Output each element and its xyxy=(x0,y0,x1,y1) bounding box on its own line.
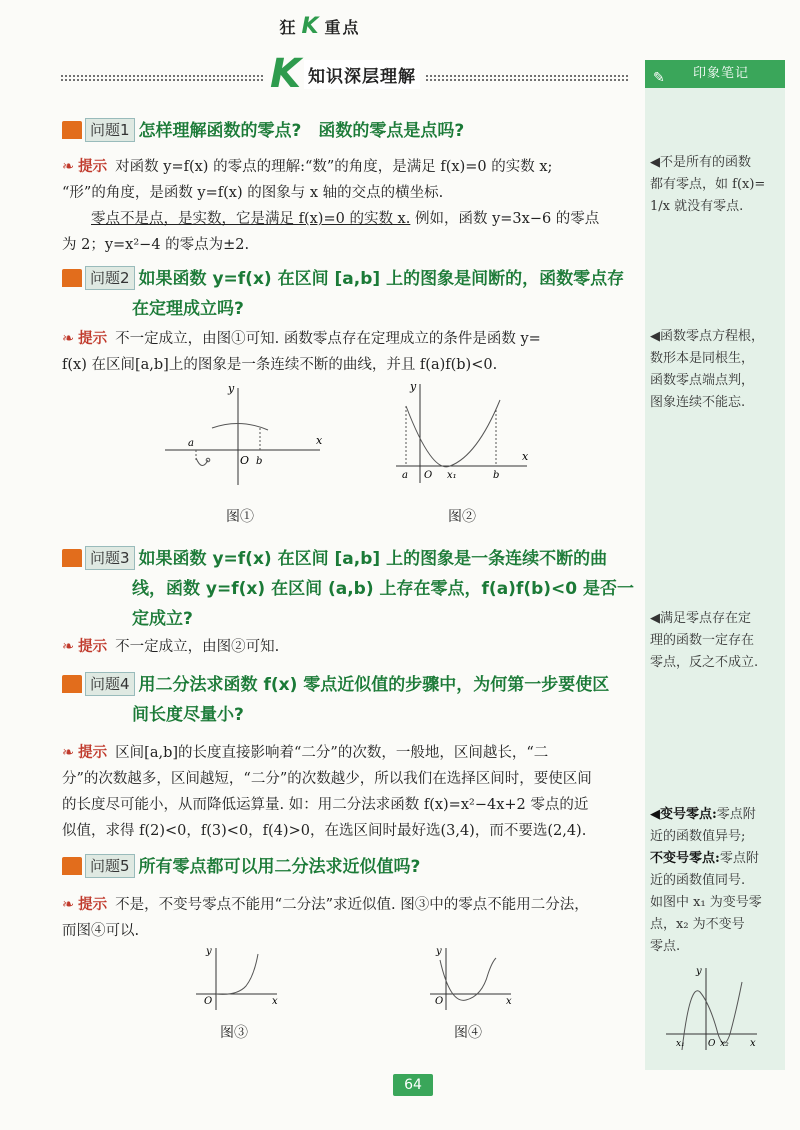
axis-x-label: x xyxy=(272,996,278,1007)
answer-text: 似值，求得 f(2)<0，f(3)<0，f(4)>0，在选区间时最好选(3,4)，而不要选(2,4). xyxy=(62,823,587,839)
header-k-logo: K xyxy=(301,14,321,39)
question-tag: 问题2 xyxy=(85,266,135,290)
axis-x-label: x xyxy=(750,1038,756,1049)
tip-label: ❧ 提示 xyxy=(62,331,108,347)
origin-label: O xyxy=(424,470,433,481)
tip-label: ❧ 提示 xyxy=(62,745,108,761)
notebook-icon: ✎ xyxy=(653,70,665,86)
section-title: 知识深层理解 xyxy=(304,60,420,89)
question-tag: 问题1 xyxy=(85,118,135,142)
answer-5 xyxy=(62,892,637,944)
figure-3 xyxy=(192,944,282,1014)
header-title-right: 重点 xyxy=(324,18,361,37)
answer-text: 的长度尽可能小，从而降低运算量. 如：用二分法求函数 f(x)=x²−4x+2 零点的近 xyxy=(62,797,589,813)
figure-1-caption: 图① xyxy=(226,509,254,525)
book-icon xyxy=(62,121,82,139)
point-b-label: b xyxy=(256,456,263,467)
question-title-cont: 在定理成立吗? xyxy=(132,299,244,319)
sidebar-header xyxy=(645,60,785,88)
axis-x-label: x xyxy=(522,450,529,463)
figure-2-caption: 图② xyxy=(448,509,476,525)
answer-text: 不一定成立，由图①可知. 函数零点存在定理成立的条件是函数 y= xyxy=(115,331,541,347)
question-tag: 问题4 xyxy=(85,672,135,696)
answer-1 xyxy=(62,154,637,258)
question-3-heading xyxy=(62,544,637,634)
point-x2-label: x₂ xyxy=(720,1039,729,1049)
answer-2 xyxy=(62,326,637,378)
section-banner xyxy=(60,51,630,97)
question-tag: 问题3 xyxy=(85,546,135,570)
figure-1 xyxy=(160,380,330,490)
answer-underlined: 零点不是点，是实数，它是满足 f(x)=0 的实数 x. xyxy=(91,211,411,227)
leaf-icon: ❧ xyxy=(62,331,75,347)
answer-text: 不一定成立，由图②可知. xyxy=(115,639,280,655)
dotted-rule-left xyxy=(60,74,265,82)
book-icon xyxy=(62,857,82,875)
leaf-icon: ❧ xyxy=(62,897,75,913)
question-tag: 问题5 xyxy=(85,854,135,878)
axis-y-label: y xyxy=(206,946,212,957)
answer-text: 区间[a,b]的长度直接影响着“二分”的次数，一般地，区间越长，“二 xyxy=(115,745,549,761)
axis-y-label: y xyxy=(410,380,417,393)
sidebar-title: 印象笔记 xyxy=(693,66,750,81)
leaf-icon: ❧ xyxy=(62,639,75,655)
answer-text: 对函数 y=f(x) 的零点的理解:“数”的角度，是满足 f(x)=0 的实数 x; xyxy=(115,159,553,175)
origin-label: O xyxy=(204,996,213,1007)
tip-label: ❧ 提示 xyxy=(62,639,108,655)
question-title-cont: 定成立? xyxy=(132,609,193,629)
question-5-heading xyxy=(62,852,637,882)
leaf-icon: ❧ xyxy=(62,745,75,761)
book-icon xyxy=(62,675,82,693)
answer-text: 例如，函数 y=3x−6 的零点 xyxy=(410,211,600,227)
leaf-icon: ❧ xyxy=(62,159,75,175)
point-a-label: a xyxy=(188,438,194,449)
answer-3 xyxy=(62,634,637,660)
axis-x-label: x xyxy=(316,434,323,447)
axis-y-label: y xyxy=(228,382,235,395)
sidebar-figure xyxy=(662,962,762,1052)
page-number: 64 xyxy=(393,1074,433,1096)
point-a-label: a xyxy=(402,470,408,481)
question-title: 所有零点都可以用二分法求近似值吗? xyxy=(138,857,421,877)
side-note-3: ◀满足零点存在定 理的函数一定存在 零点，反之不成立. xyxy=(650,611,759,670)
origin-label: O xyxy=(435,996,444,1007)
question-1-heading xyxy=(62,116,637,146)
answer-4 xyxy=(62,740,637,844)
tip-label: ❧ 提示 xyxy=(62,159,108,175)
question-title: 怎样理解函数的零点? 函数的零点是点吗? xyxy=(138,121,465,141)
question-title-cont: 线，函数 y=f(x) 在区间 (a,b) 上存在零点，f(a)f(b)<0 是否一 xyxy=(132,579,635,599)
tip-label: ❧ 提示 xyxy=(62,897,108,913)
point-x1-label: x₁ xyxy=(676,1039,685,1049)
book-icon xyxy=(62,549,82,567)
question-title: 如果函数 y=f(x) 在区间 [a,b] 上的图象是一条连续不断的曲 xyxy=(138,549,608,569)
header-title xyxy=(0,14,640,39)
question-title-cont: 间长度尽量小? xyxy=(132,705,244,725)
origin-label: O xyxy=(240,454,250,467)
axis-x-label: x xyxy=(506,996,512,1007)
answer-text: “形”的角度，是函数 y=f(x) 的图象与 x 轴的交点的横坐标. xyxy=(62,185,444,201)
side-note-4: ◀变号零点:零点附 近的函数值异号; 不变号零点:零点附 近的函数值同号. 如图中 x₁ 为变号零 点，x₂ 为不变号 零点. xyxy=(650,807,762,954)
dotted-rule-right xyxy=(425,74,630,82)
answer-text: 不是，不变号零点不能用“二分法”求近似值. 图③中的零点不能用二分法， xyxy=(115,897,589,913)
figure-4-caption: 图④ xyxy=(454,1025,482,1041)
axis-y-label: y xyxy=(696,966,702,977)
point-x1-label: x₁ xyxy=(447,470,457,481)
answer-text: f(x) 在区间[a,b]上的图象是一条连续不断的曲线，并且 f(a)f(b)<0. xyxy=(62,357,498,373)
answer-text: 分”的次数越多，区间越短，“二分”的次数越少，所以我们在选择区间时，要使区间 xyxy=(62,771,592,787)
question-2-heading xyxy=(62,264,637,324)
side-note-2: ◀函数零点方程根， 数形本是同根生， 函数零点端点判， 图象连续不能忘. xyxy=(650,329,764,410)
section-badge xyxy=(260,51,430,97)
question-4-heading xyxy=(62,670,637,730)
question-title: 用二分法求函数 f(x) 零点近似值的步骤中，为何第一步要使区 xyxy=(138,675,610,695)
header-title-left: 狂 xyxy=(279,18,298,37)
axis-y-label: y xyxy=(436,946,442,957)
answer-text: 为 2；y=x²−4 的零点为±2. xyxy=(62,237,250,253)
side-note-1: ◀不是所有的函数 都有零点，如 f(x)= 1/x 就没有零点. xyxy=(650,155,766,214)
banner-k-logo: K xyxy=(270,51,301,97)
figure-2 xyxy=(392,378,532,488)
answer-text: 而图④可以. xyxy=(62,923,140,939)
question-title: 如果函数 y=f(x) 在区间 [a,b] 上的图象是间断的，函数零点存 xyxy=(138,269,625,289)
figure-4 xyxy=(426,944,516,1014)
book-icon xyxy=(62,269,82,287)
figure-3-caption: 图③ xyxy=(220,1025,248,1041)
origin-label: O xyxy=(708,1039,716,1049)
point-b-label: b xyxy=(493,470,500,481)
